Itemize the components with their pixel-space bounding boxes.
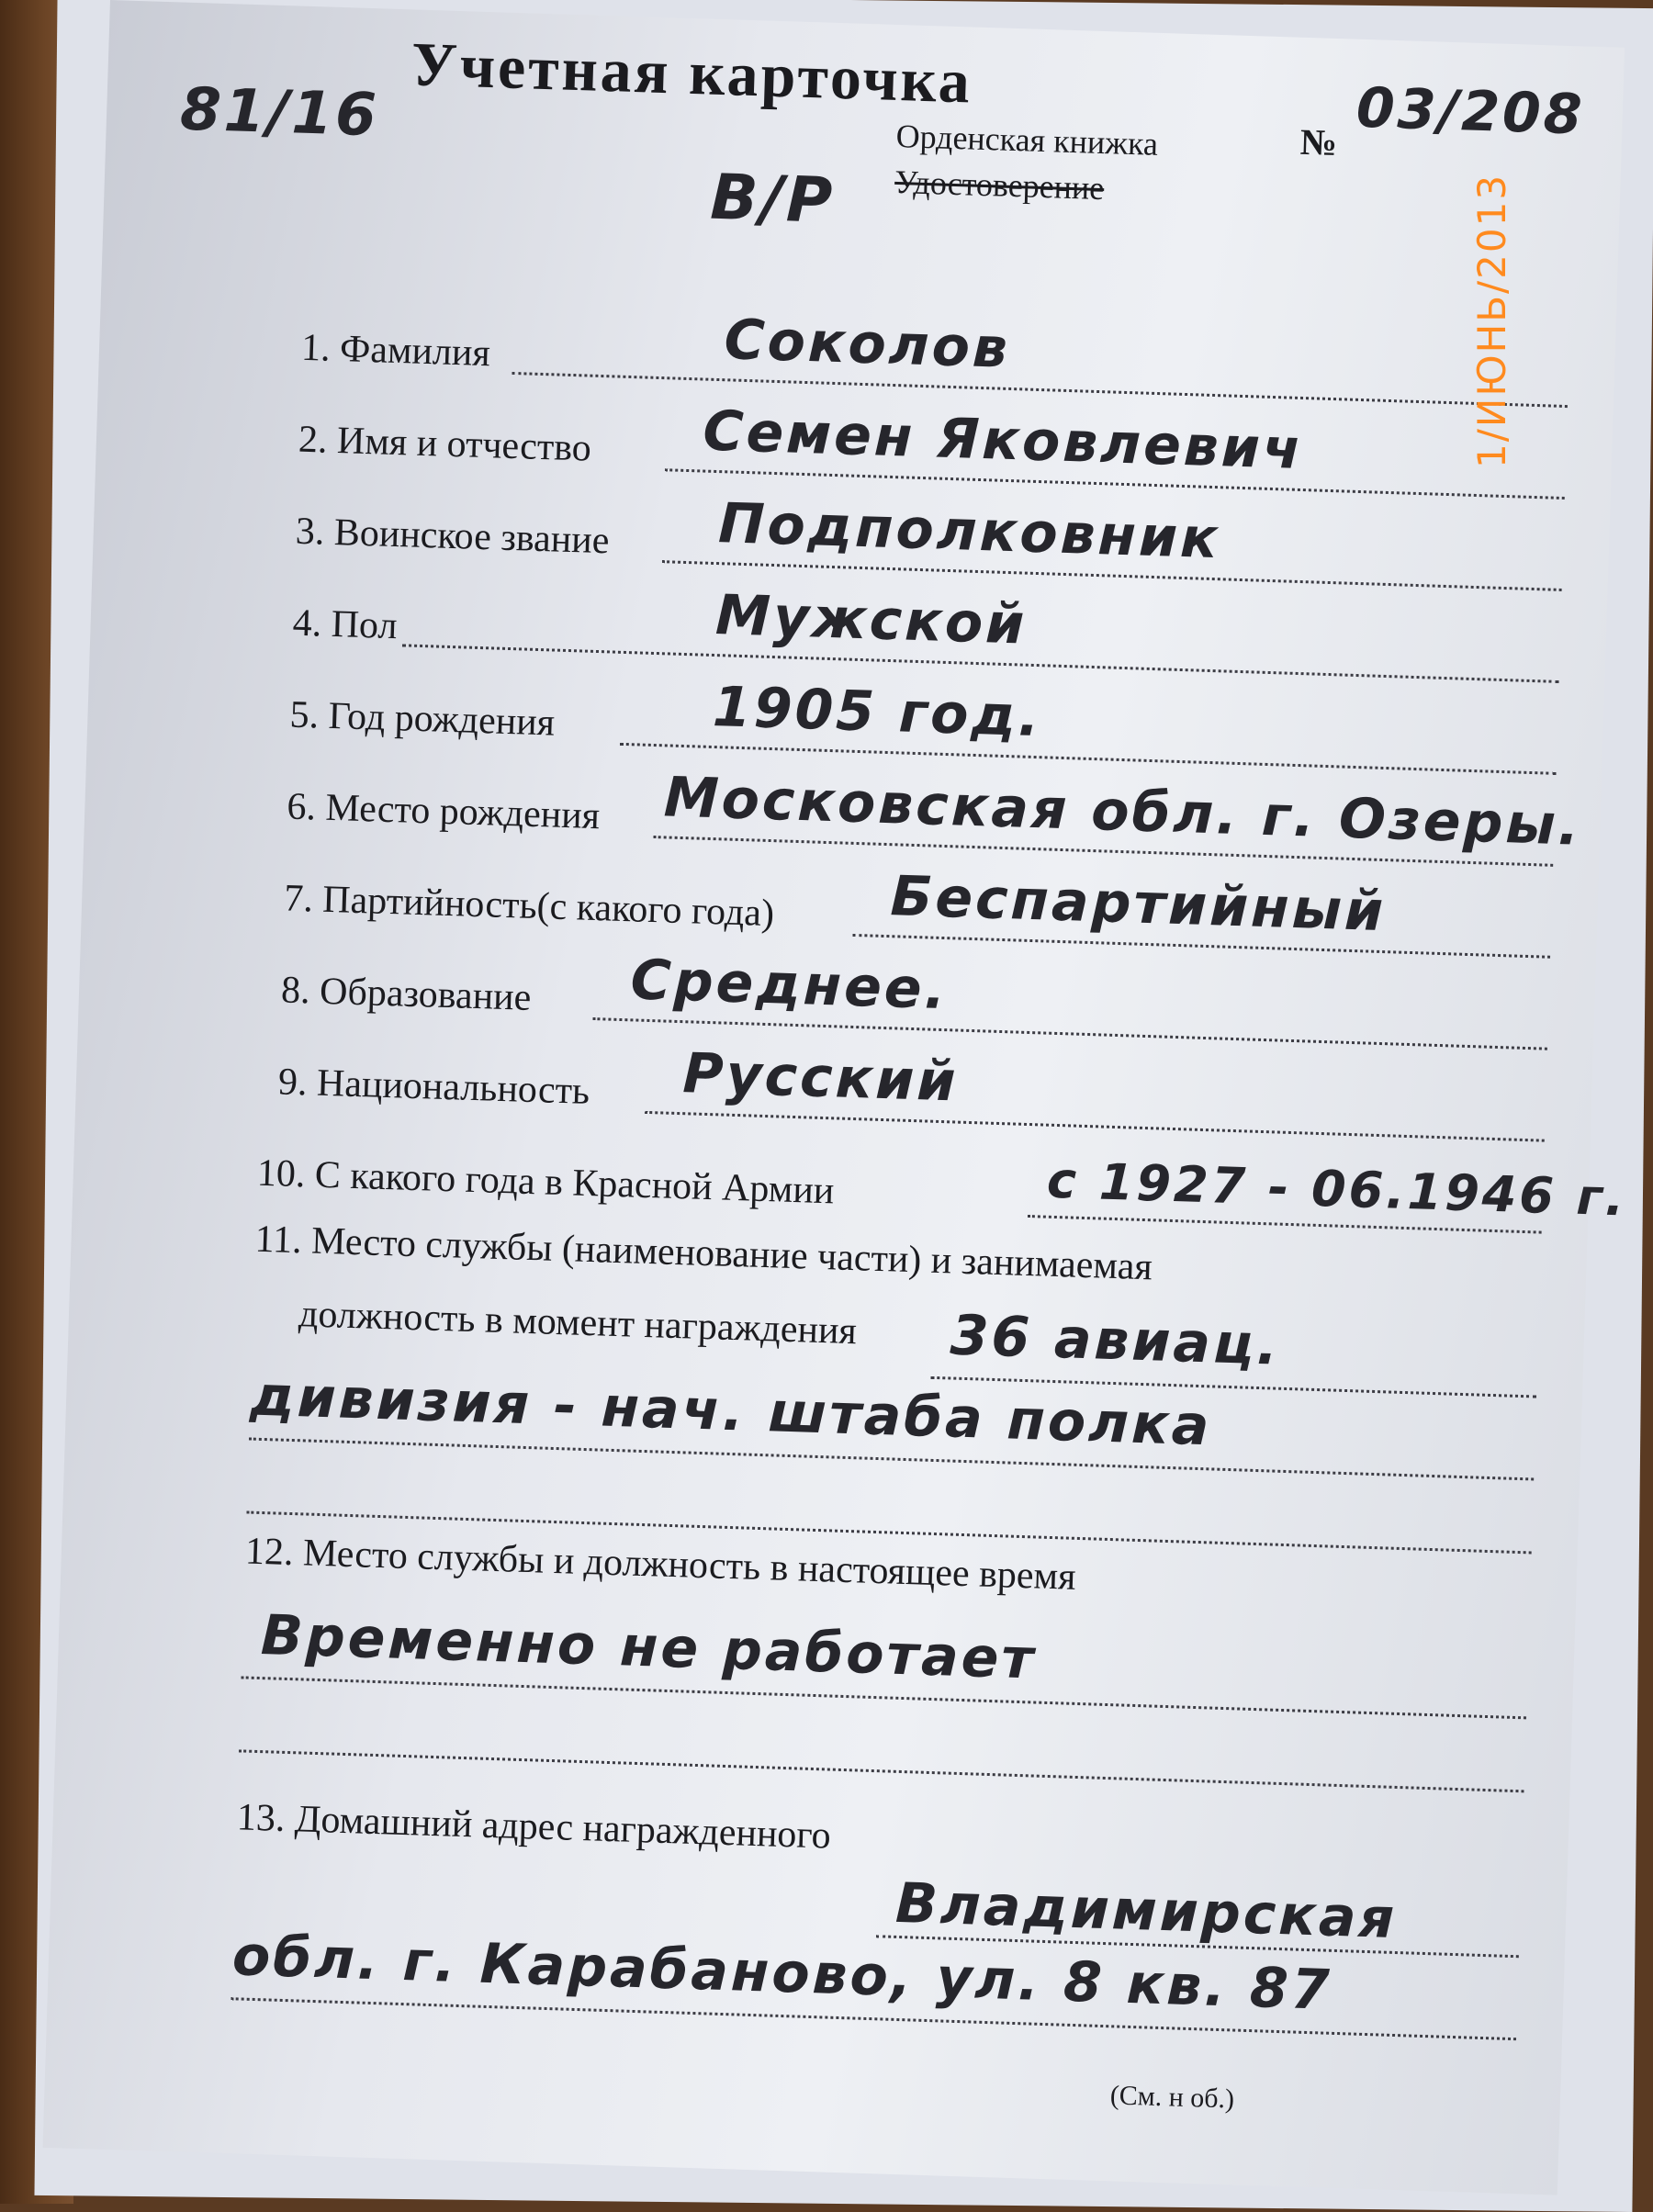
field-value: Соколов (723, 308, 1011, 381)
card-number-label: № (1299, 120, 1338, 164)
field-11-value-part2: дивизия - нач. штаба полка (249, 1364, 1213, 1459)
field-value: 1905 год. (712, 675, 1043, 750)
field-surname (300, 309, 1569, 415)
field-value: Среднее. (629, 948, 950, 1023)
field-11-value-part1: 36 авиац. (949, 1303, 1282, 1378)
field-12-value: Временно не работает (260, 1603, 1038, 1692)
field-value: Семен Яковлевич (702, 399, 1305, 483)
field-nationality (277, 1043, 1546, 1149)
field-value: Подполковник (717, 491, 1221, 572)
fill-line (645, 1111, 1545, 1142)
card-number: 03/208 (1355, 75, 1586, 148)
order-book-label: Орденская книжка (895, 117, 1159, 163)
field-11-label-line1: 11. Место службы (наименование части) и занимаемая (253, 1218, 1153, 1289)
photo-date-stamp: 1/ИЮНЬ/2013 (1469, 173, 1514, 468)
field-name (298, 401, 1567, 507)
field-education (280, 948, 1549, 1057)
field-label: 6. Место рождения (286, 785, 601, 838)
record-card (42, 0, 1628, 2195)
field-label: 3. Воинское звание (295, 510, 611, 563)
field-value: Московская обл. г. Озеры. (662, 765, 1583, 859)
field-12-label: 12. Место службы и должность в настоящее время (244, 1530, 1077, 1599)
field-value: Беспартийный (889, 864, 1388, 945)
field-value: с 1927 - 06.1946 г. (1046, 1151, 1628, 1228)
field-sex (292, 585, 1561, 691)
field-13-value-part2: обл. г. Карабаново, ул. 8 кв. 87 (231, 1924, 1333, 2023)
field-label: 8. Образование (280, 969, 533, 1019)
corner-note: 81/16 (179, 75, 380, 151)
field-party (283, 859, 1552, 965)
fill-line (239, 1749, 1524, 1792)
field-13-value-part1: Владимирская (894, 1870, 1399, 1952)
field-11-label-line2: должность в момент награждения (298, 1293, 858, 1353)
field-label: 5. Год рождения (288, 693, 556, 745)
fill-line (512, 372, 1568, 408)
field-birth-year (289, 677, 1558, 782)
footer-note: (См. н об.) (1109, 2080, 1235, 2115)
card-title: Учетная карточка (410, 28, 974, 117)
field-value: Мужской (714, 583, 1029, 657)
field-label: 10. С какого года в Красной Армии (256, 1151, 836, 1213)
field-label: 4. Пол (292, 601, 399, 648)
certificate-label: Удостоверение (894, 163, 1105, 208)
field-label: 1. Фамилия (300, 326, 491, 376)
field-value: Русский (681, 1041, 960, 1115)
field-13-label: 13. Домашний адрес награжденного (236, 1796, 832, 1858)
vr-mark: В/Р (709, 161, 837, 238)
field-rank (295, 493, 1564, 599)
field-birth-place (286, 765, 1583, 874)
field-label: 7. Партийность(с какого года) (283, 877, 775, 936)
field-label: 9. Национальность (277, 1061, 590, 1113)
field-label: 2. Имя и отчество (298, 418, 592, 470)
